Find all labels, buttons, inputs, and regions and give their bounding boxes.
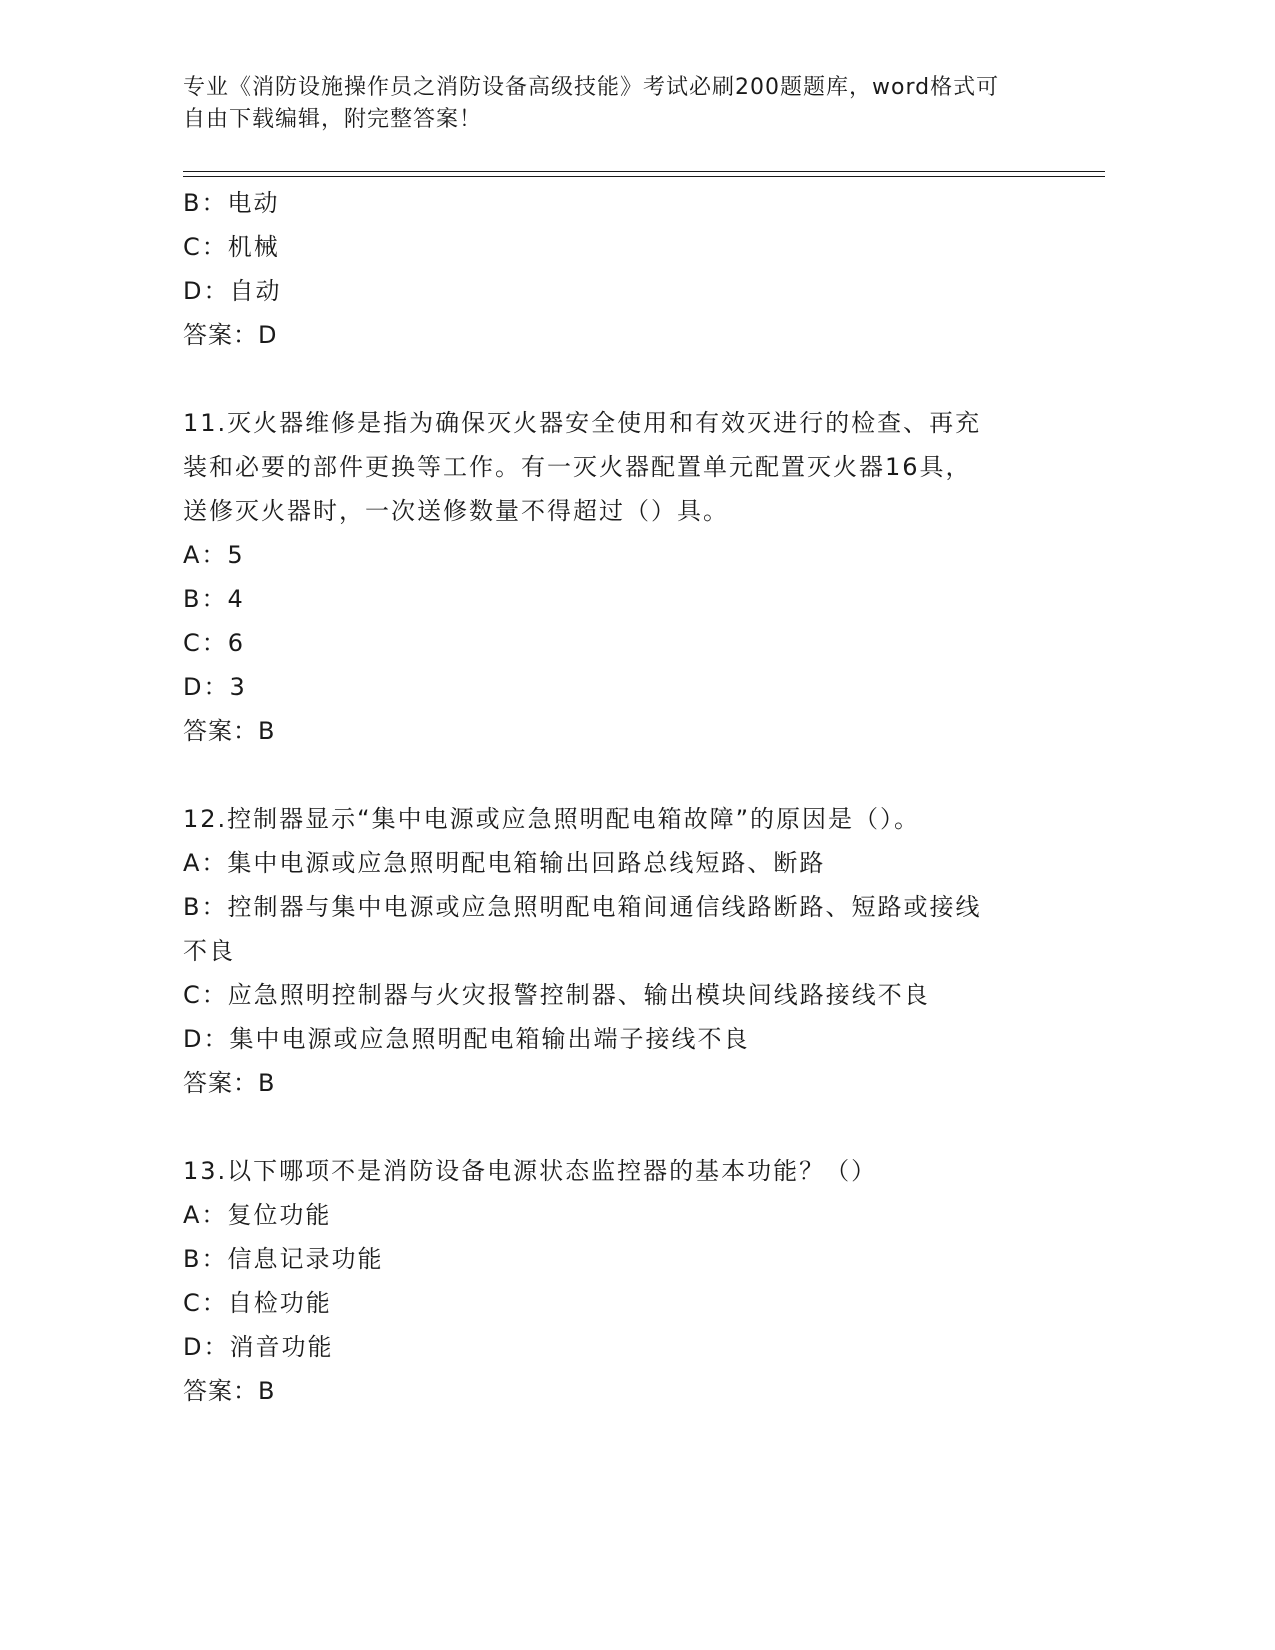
answer-line: 答案：B xyxy=(183,1069,276,1097)
answer-line: 答案：B xyxy=(183,717,276,745)
option-b: B：电动 xyxy=(183,189,280,217)
header-title-line-2: 自由下载编辑，附完整答案！ xyxy=(183,107,483,132)
answer-line: 答案：B xyxy=(183,1377,276,1405)
option-c: C：机械 xyxy=(183,233,280,261)
question-11 xyxy=(183,401,1063,753)
option-b-continued: 不良 xyxy=(183,937,235,965)
option-c: C：6 xyxy=(183,629,246,657)
question-stem-line-2: 装和必要的部件更换等工作。有一灭火器配置单元配置灭火器16具， xyxy=(183,453,972,481)
question-stem-line-3: 送修灭火器时，一次送修数量不得超过（）具。 xyxy=(183,497,729,525)
question-10 xyxy=(183,181,1063,357)
question-stem-line-1: 13.以下哪项不是消防设备电源状态监控器的基本功能？（） xyxy=(183,1157,878,1185)
option-b: B：4 xyxy=(183,585,245,613)
document-header xyxy=(183,72,1063,136)
header-title-line-1: 专业《消防设施操作员之消防设备高级技能》考试必刷200题题库，word格式可 xyxy=(183,75,1000,100)
question-stem-line-1: 11.灭火器维修是指为确保灭火器安全使用和有效灭进行的检查、再充 xyxy=(183,409,982,437)
option-c: C：应急照明控制器与火灾报警控制器、输出模块间线路接线不良 xyxy=(183,981,930,1009)
option-d: D：集中电源或应急照明配电箱输出端子接线不良 xyxy=(183,1025,750,1053)
option-b: B：控制器与集中电源或应急照明配电箱间通信线路断路、短路或接线 xyxy=(183,893,982,921)
answer-line: 答案：D xyxy=(183,321,278,349)
question-12 xyxy=(183,797,1063,1105)
spacer xyxy=(183,753,1063,797)
option-d: D：自动 xyxy=(183,277,282,305)
option-a: A：5 xyxy=(183,541,245,569)
question-content xyxy=(183,181,1063,1413)
option-c: C：自检功能 xyxy=(183,1289,332,1317)
spacer xyxy=(183,357,1063,401)
option-a: A：集中电源或应急照明配电箱输出回路总线短路、断路 xyxy=(183,849,826,877)
option-d: D：消音功能 xyxy=(183,1333,334,1361)
question-stem-line-1: 12.控制器显示“集中电源或应急照明配电箱故障”的原因是（）。 xyxy=(183,805,921,833)
option-d: D：3 xyxy=(183,673,247,701)
option-a: A：复位功能 xyxy=(183,1201,332,1229)
option-b: B：信息记录功能 xyxy=(183,1245,384,1273)
header-rule-bottom xyxy=(183,176,1105,177)
header-rule-top xyxy=(183,171,1105,172)
spacer xyxy=(183,1105,1063,1149)
question-13 xyxy=(183,1149,1063,1413)
